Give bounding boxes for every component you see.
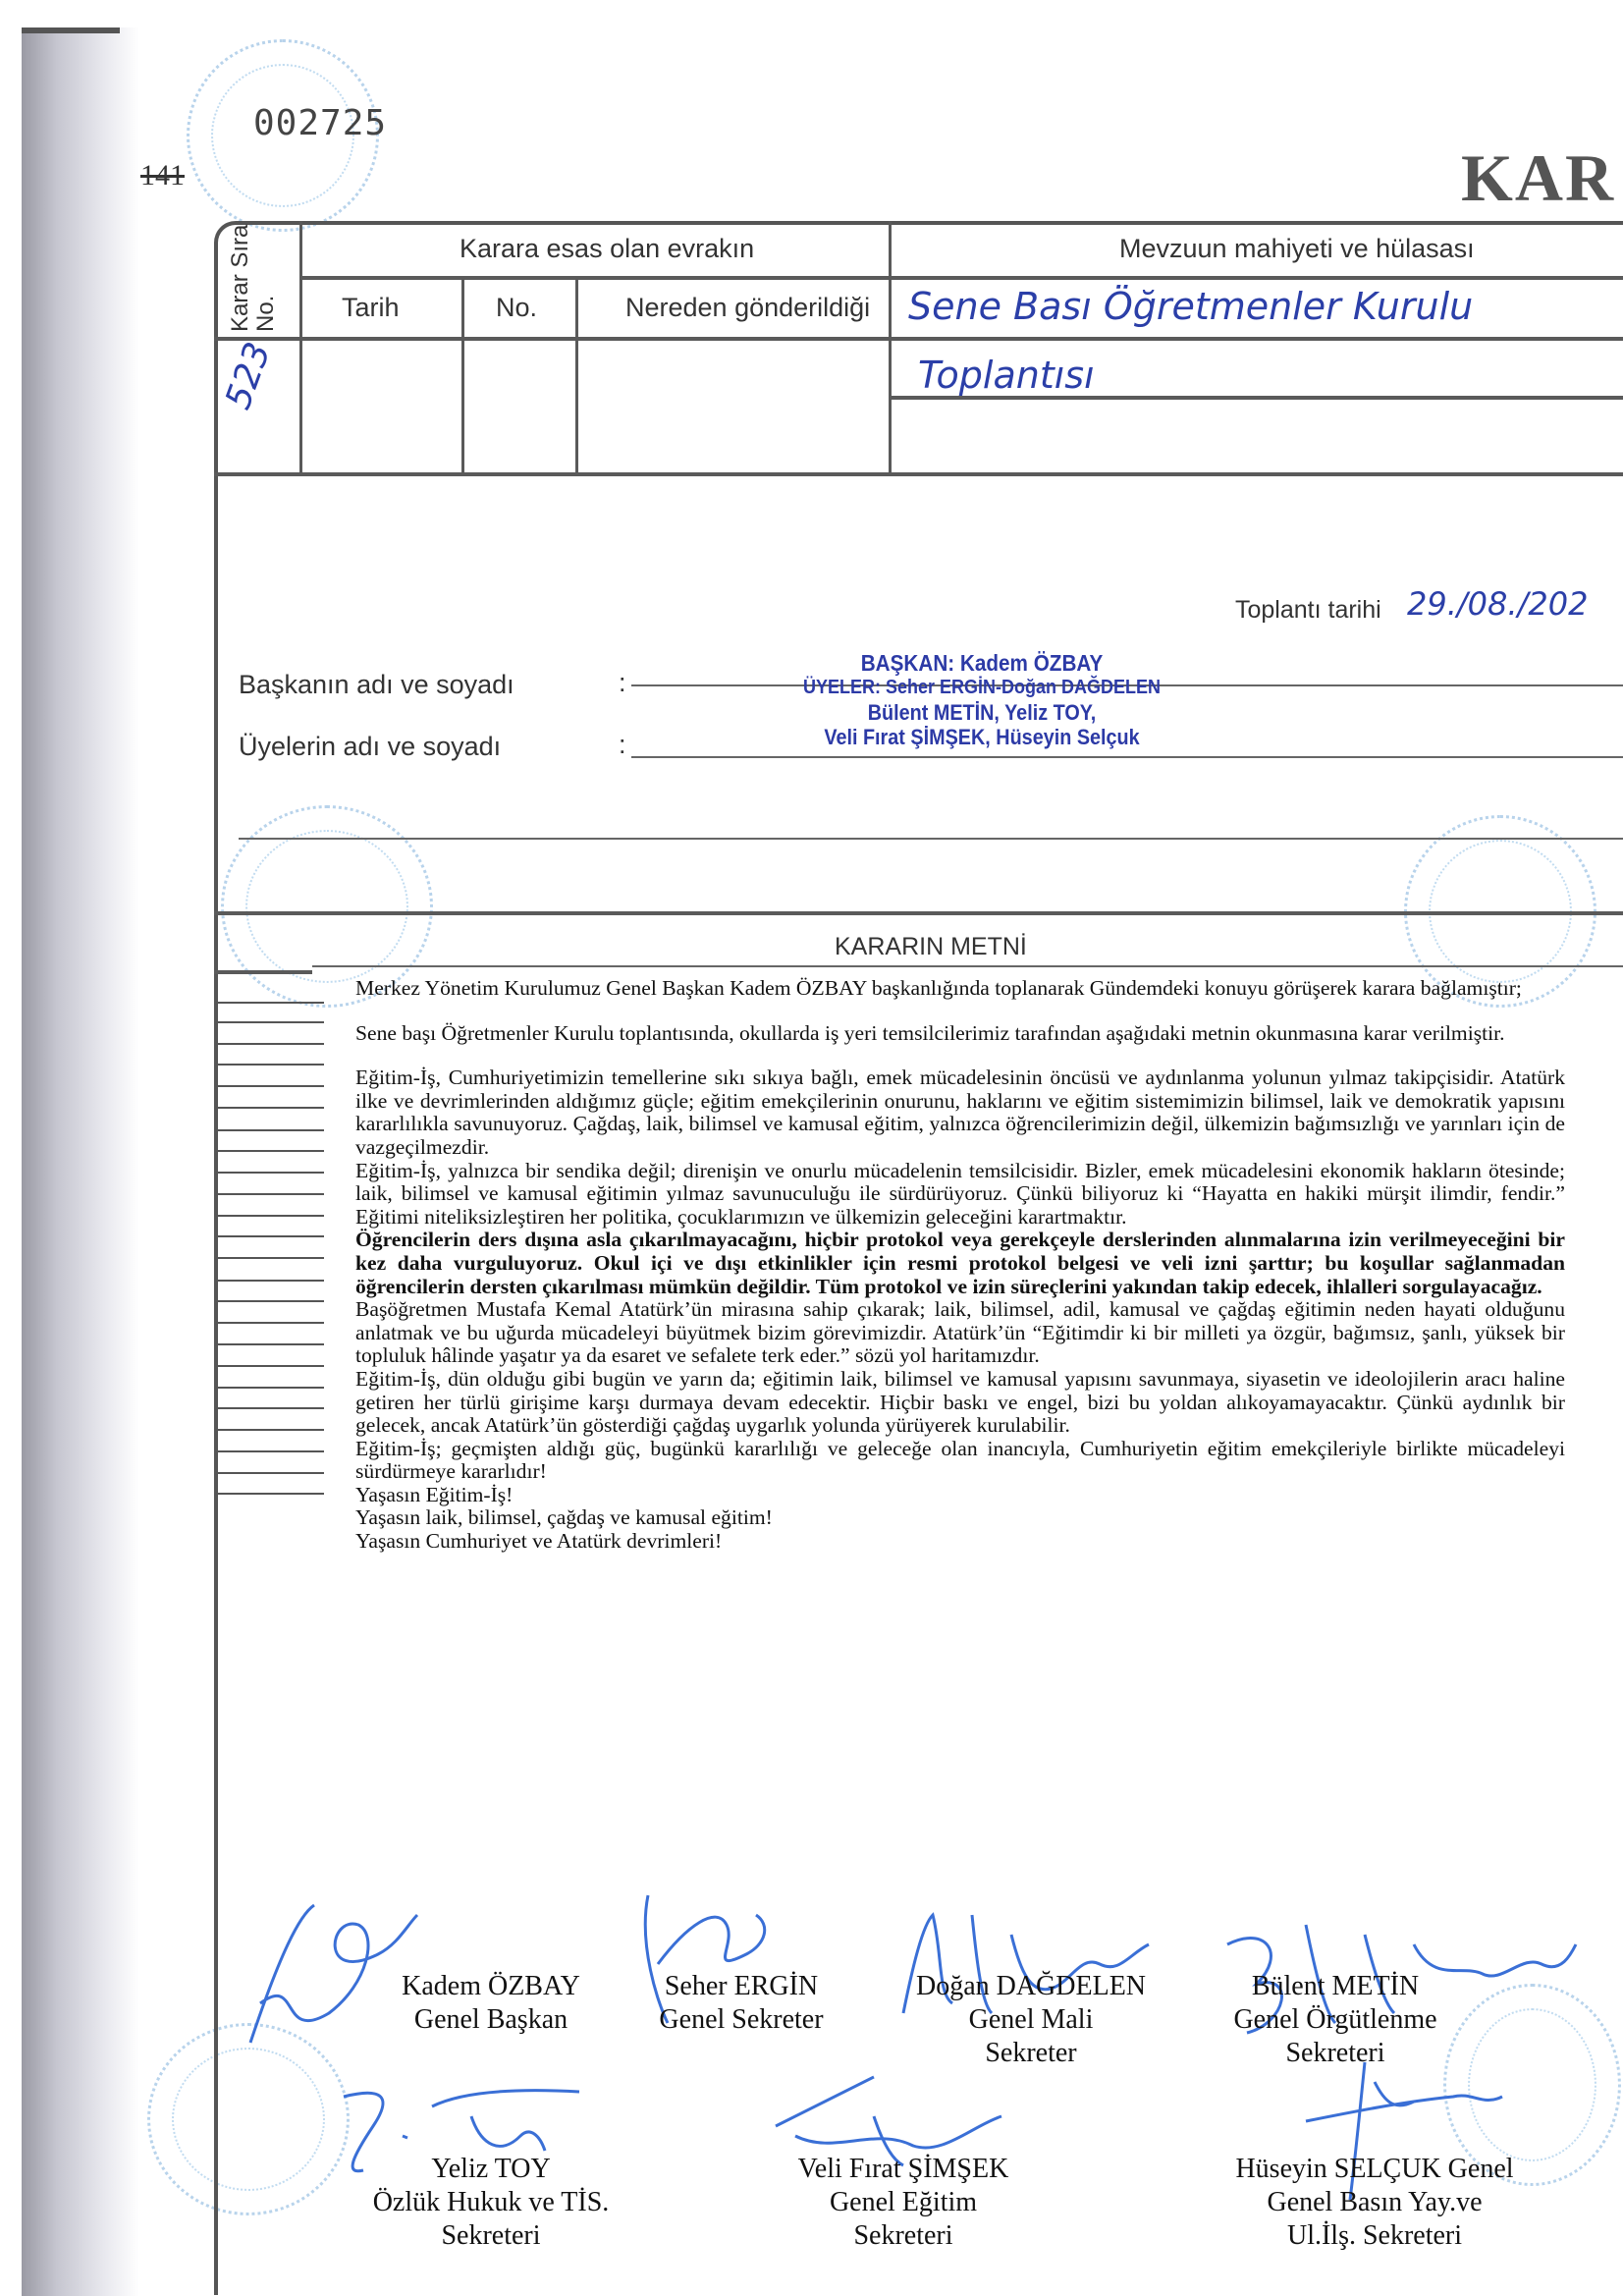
mevzuu-handwritten-line1: Sene Bası Öğretmenler Kurulu	[908, 285, 1474, 328]
slogan: Yaşasın laik, bilimsel, çağdaş ve kamusal eğitim!	[355, 1505, 773, 1530]
signatory-name: Seher ERGİN	[664, 1971, 819, 2001]
table-divider	[889, 221, 892, 474]
signatory-selcuk	[1208, 2153, 1542, 2253]
scan-top-band	[22, 27, 120, 33]
decision-paragraph: Başöğretmen Mustafa Kemal Atatürk’ün mirasına sahip çıkarak; laik, bilimsel, adil, kamusal ve çağdaş eğitimin neden hayati olduğunu anlatmak ve bu uğurda mücadeleyi büyütmek bizim görevimizdir. Atatürk’ün “Eğitimdir ki bir milleti ya özgür, bağımsız, şanlı, yüksek bir topluluk hâlinde yaşatır ya da esaret ve sefalete terk eder.” sözü yol haritamızdır.	[355, 1297, 1565, 1368]
margin-line	[216, 1343, 324, 1345]
table-divider	[299, 276, 1623, 280]
margin-line	[216, 1235, 324, 1237]
signatory-title: Genel Basın Yay.ve	[1267, 2187, 1483, 2217]
stamp-line-members-1: ÜYELER: Seher ERGİN-Doğan DAĞDELEN	[802, 677, 1162, 698]
decision-paragraph: Eğitim-İş, Cumhuriyetimizin temellerine sıkı sıkıya bağlı, emek mücadelesinin öncüsü ve aydınlanma yolunun yılmaz takipçisidir. Atatürk ilke ve devrimlerinden aldığımız güçle; eğitim emekçilerinin onurunu, haklarını ve eğitim sistemimizin bilimsel, laik ve demokratik yapısını kararlılıkla savunuyoruz. Çağdaş, laik, bilimsel ve kamusal eğitim, yalnızca öğrencilerimizin değil, ülkemizin bağımsızlığı ve yarınları için de vazgeçilmezdir.	[355, 1066, 1565, 1159]
signatory-title: Ul.İlş. Sekreteri	[1286, 2220, 1463, 2251]
margin-line	[216, 1085, 324, 1087]
slogan: Yaşasın Eğitim-İş!	[355, 1482, 514, 1506]
margin-line	[216, 1064, 324, 1066]
members-stamp	[668, 651, 1296, 749]
margin-line	[216, 1257, 324, 1259]
meeting-date-label: Toplantı tarihi	[1235, 596, 1381, 624]
margin-line	[216, 1215, 324, 1217]
slogan: Yaşasın Cumhuriyet ve Atatürk devrimleri!	[355, 1529, 723, 1554]
evrak-group-header: Karara esas olan evrakın	[460, 234, 755, 263]
meeting-date-value: 29./08./202	[1407, 585, 1589, 623]
decision-left-rule	[214, 970, 312, 974]
signatory-toy	[334, 2153, 648, 2253]
margin-line	[216, 1129, 324, 1131]
stamp-line-members-3: Veli Fırat ŞİMŞEK, Hüseyin Selçuk	[824, 725, 1140, 749]
decision-paragraph: Eğitim-İş, yalnızca bir sendika değil; direnişin ve onurlu mücadelenin temsilcisidir. Bizler, emek mücadelesini ekonomik hakların ötesinde; laik, bilimsel ve kamusal eğitimin yılmaz savunuculuğu ile sürdürüyoruz. Çünkü biliyoruz ki “Hayatta en hakiki mürşit ilimdir, fendir.” Eğitimi niteliksizleştiren her politika, çocuklarımızın ve ülkemizin geleceğini karartmaktır.	[355, 1158, 1565, 1229]
scan-edge-shadow	[22, 27, 139, 2296]
signatory-title: Sekreter	[985, 2038, 1077, 2068]
chair-colon: :	[619, 668, 626, 697]
signatory-title: Genel Başkan	[413, 2004, 568, 2035]
margin-line	[216, 1193, 324, 1195]
signatory-title: Genel Eğitim	[829, 2187, 978, 2217]
column-header-no: No.	[496, 293, 538, 322]
document-serial-number: 002725	[253, 103, 388, 143]
column-header-nereden: Nereden gönderildiği	[625, 293, 871, 322]
document-title: KAR	[1461, 140, 1616, 215]
signatory-dagdelen	[893, 1970, 1168, 2070]
margin-line	[216, 1150, 324, 1152]
margin-line	[216, 1407, 324, 1409]
signatory-title: Genel Örgütlenme	[1233, 2004, 1437, 2035]
members-fill-line	[631, 756, 1623, 758]
table-divider	[214, 337, 1623, 341]
table-divider	[214, 472, 1623, 476]
margin-line	[216, 1107, 324, 1109]
margin-line	[216, 1322, 324, 1324]
decision-body	[355, 977, 1565, 1554]
karar-sira-no-value: 523	[218, 337, 280, 415]
signatory-title: Sekreteri	[441, 2220, 541, 2251]
margin-line	[216, 1387, 324, 1389]
decision-paragraph: Sene başı Öğretmenler Kurulu toplantısında, okullarda iş yeri temsilcilerimiz tarafından aşağıdaki metnin okunmasına karar verilmiştir.	[355, 1020, 1505, 1045]
table-divider	[299, 221, 302, 474]
margin-line	[216, 1280, 324, 1282]
stamp-line-members-2: Bülent METİN, Yeliz TOY,	[867, 700, 1097, 725]
margin-line	[216, 1021, 324, 1023]
signatory-name: Veli Fırat ŞİMŞEK	[797, 2154, 1009, 2184]
signatory-title: Özlük Hukuk ve TİS.	[372, 2187, 610, 2217]
margin-line	[216, 1300, 324, 1302]
signatory-title: Sekreteri	[853, 2220, 953, 2251]
members-label: Üyelerin adı ve soyadı	[239, 732, 502, 761]
signatory-title: Genel Mali	[968, 2004, 1094, 2035]
signatory-name: Kadem ÖZBAY	[402, 1971, 580, 2001]
decision-paragraph: Merkez Yönetim Kurulumuz Genel Başkan Kadem ÖZBAY başkanlığında toplanarak Gündemdeki konuyu görüşerek karara bağlamıştır;	[355, 976, 1522, 1000]
signatory-name: Bülent METİN	[1251, 1971, 1420, 2001]
section-separator	[239, 838, 1623, 840]
table-divider	[575, 278, 578, 474]
column-header-tarih: Tarih	[342, 293, 400, 322]
decision-title-rule	[312, 965, 1623, 967]
karar-sira-no-label: Karar Sıra No.	[227, 224, 279, 332]
signatory-name: Doğan DAĞDELEN	[915, 1971, 1147, 2001]
stamp-line-chair: BAŞKAN: Kadem ÖZBAY	[860, 650, 1104, 676]
margin-line	[216, 1172, 324, 1174]
margin-line	[216, 1043, 324, 1045]
decision-section-title: KARARIN METNİ	[835, 933, 1027, 960]
signatory-name: Yeliz TOY	[431, 2154, 551, 2184]
decision-paragraph-emphasis: Öğrencilerin ders dışına asla çıkarılmayacağını, hiçbir protokol veya gerekçeyle derslerinden alınmalarına izin verilmeyeceğini bir kez daha vurguluyoruz. Okul içi ve dışı etkinlikler için resmi protokol belgesi ve veli izni şarttır; bu koşullar sağlanmadan öğrencilerin dersten çıkarılması mümkün değildir. Tüm protokol ve izin süreçlerini yakından takip edecek, ihlalleri sorgulayacağız.	[355, 1228, 1565, 1298]
margin-line	[216, 1002, 324, 1004]
members-colon: :	[619, 730, 626, 759]
margin-line	[216, 1493, 324, 1495]
decision-paragraph: Eğitim-İş; geçmişten aldığı güç, bugünkü kararlılığı ve geleceğe olan inancıyla, Cumhuriyetin eğitim emekçileriyle birlikte mücadeleyi sürdürmeye kararlıdır!	[355, 1436, 1565, 1484]
decision-paragraph: Eğitim-İş, dün olduğu gibi bugün ve yarın da; eğitimin laik, bilimsel ve kamusal yapısını savunmaya, siyasetin ve ideolojilerin aracı haline getiren her türlü girişime karşı durmaya devam edecektir. Hiçbir baskı ve engel, bizi bu yoldan alıkoyamayacaktır. Çünkü aydınlık bir gelecek, ancak Atatürk’ün gösterdiği çağdaş uygarlık yolunda yürüyerek kurulabilir.	[355, 1366, 1565, 1438]
signatory-title: Genel Sekreter	[659, 2004, 824, 2035]
signatory-simsek	[756, 2153, 1051, 2253]
signatory-metin	[1198, 1970, 1473, 2070]
signatory-name: Hüseyin SELÇUK Genel	[1235, 2154, 1514, 2184]
margin-line	[216, 1365, 324, 1367]
signatory-title: Sekreteri	[1285, 2038, 1385, 2068]
margin-line	[216, 1450, 324, 1452]
section-divider	[214, 911, 1623, 915]
mevzuu-handwritten-line2: Toplantısı	[918, 354, 1095, 397]
signatory-ergin	[628, 1970, 854, 2037]
column-header-mevzuu: Mevzuun mahiyeti ve hülasası	[1119, 234, 1475, 263]
margin-line	[216, 1472, 324, 1474]
margin-line	[216, 1429, 324, 1431]
chair-label: Başkanın adı ve soyadı	[239, 670, 514, 699]
signatory-ozbay	[378, 1970, 604, 2037]
table-divider	[461, 278, 464, 474]
crossed-out-number: 141	[140, 159, 185, 191]
